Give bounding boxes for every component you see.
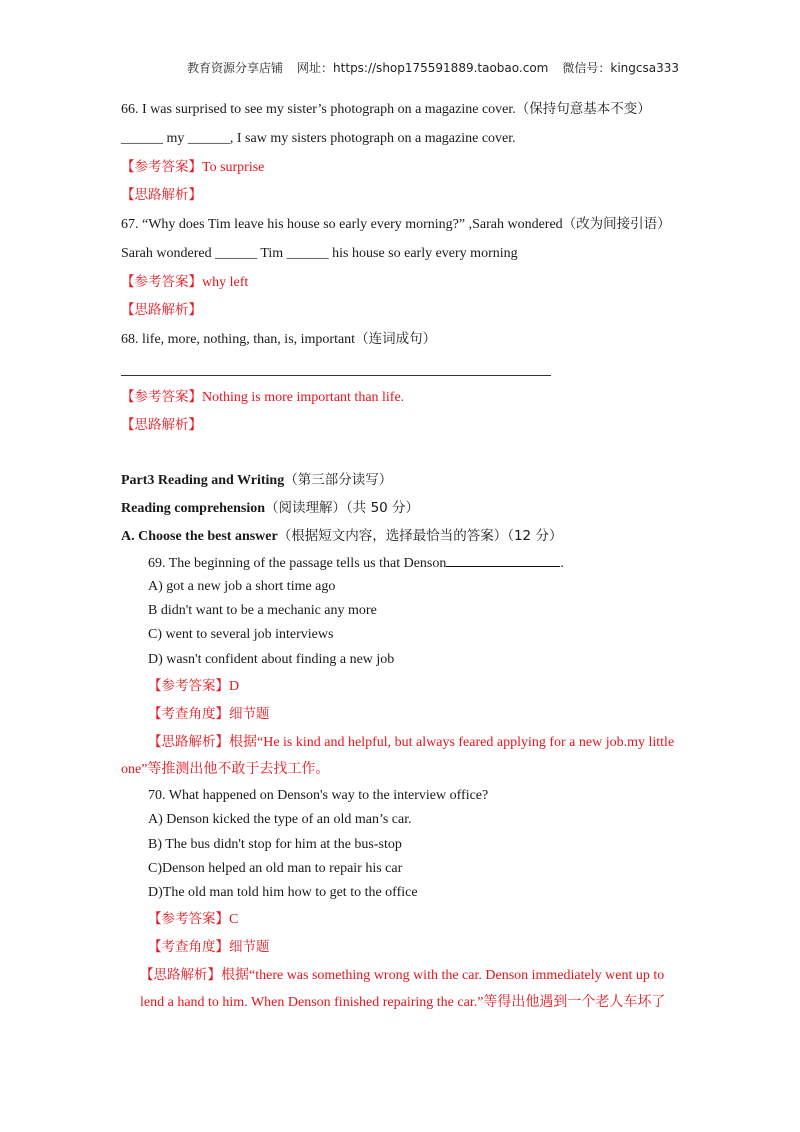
- url-label: 网址：: [297, 61, 334, 75]
- q69-angle: 细节题: [229, 706, 270, 722]
- q69-answer-tag: 【参考答案】: [148, 678, 229, 694]
- q67-instruction: （改为间接引语）: [562, 216, 671, 232]
- q67-blank-line: Sarah wondered ______ Tim ______ his house so early every morning: [121, 246, 518, 261]
- q70-answer-tag: 【参考答案】: [148, 911, 229, 927]
- shop-url: https://shop175591889.taobao.com: [333, 61, 549, 75]
- q68-answer: Nothing is more important than life.: [202, 390, 405, 405]
- q70-analysis-1: 根据“there was something wrong with the car. Denson immediately went up to: [221, 968, 665, 983]
- q70-angle-tag: 【考查角度】: [148, 939, 229, 955]
- section-a-heading: [121, 527, 562, 546]
- q66-instruction: （保持句意基本不变）: [515, 101, 651, 117]
- wechat-label: 微信号：: [562, 61, 611, 75]
- q69-angle-tag: 【考查角度】: [148, 706, 229, 722]
- q69-option-a: A) got a new job a short time ago: [148, 579, 336, 594]
- page-header: [187, 59, 679, 76]
- part3-heading: [121, 471, 392, 490]
- rc-title-cn: （阅读理解）（共 50 分）: [265, 500, 420, 516]
- q70-answer-line: [148, 910, 238, 929]
- q67-analysis-tag: 【思路解析】: [121, 302, 202, 318]
- q69-blank: [446, 553, 560, 567]
- q67-question: 67. “Why does Tim leave his house so early every morning?” ,Sarah wondered: [121, 217, 563, 232]
- q70-option-c: C)Denson helped an old man to repair his car: [148, 861, 403, 876]
- wechat-id: kingcsa333: [610, 61, 679, 75]
- q69-angle-line: [148, 705, 270, 723]
- q69-answer: D: [229, 679, 240, 694]
- q68-answer-line: [121, 388, 404, 407]
- rc-title: Reading comprehension: [121, 501, 266, 516]
- q70-angle: 细节题: [229, 939, 270, 955]
- q68-instruction: （连词成句）: [355, 331, 437, 347]
- q69-question: 69. The beginning of the passage tells us that Denson: [148, 556, 447, 571]
- q67-answer-tag: 【参考答案】: [121, 274, 202, 290]
- section-a-title: A. Choose the best answer: [121, 529, 278, 544]
- q66-blank-line: ______ my ______, I saw my sisters photograph on a magazine cover.: [121, 131, 516, 146]
- q70-question: 70. What happened on Denson's way to the interview office?: [148, 788, 489, 803]
- section-a-title-cn: （根据短文内容，选择最恰当的答案）（12 分）: [277, 528, 563, 544]
- q68-analysis-tag: 【思路解析】: [121, 417, 202, 433]
- q69-analysis-line-2: one”等推测出他不敢于去找工作。: [121, 762, 330, 777]
- q70-answer: C: [229, 912, 239, 927]
- q70-analysis-tag: 【思路解析】: [140, 967, 221, 983]
- q68-question: 68. life, more, nothing, than, is, important: [121, 332, 356, 347]
- q66-answer-line: [121, 158, 264, 177]
- q68-answer-rule: [121, 375, 551, 376]
- shop-name: 教育资源分享店铺: [187, 61, 284, 75]
- q70-angle-line: [148, 938, 270, 956]
- q70-option-b: B) The bus didn't stop for him at the bus-stop: [148, 837, 402, 852]
- q68-answer-tag: 【参考答案】: [121, 389, 202, 405]
- q70-analysis-line-1: [140, 966, 664, 985]
- q69-analysis-line-1: [148, 733, 674, 752]
- q68-question-line: [121, 330, 436, 349]
- q67-answer: why left: [202, 275, 249, 290]
- part3-title: Part3 Reading and Writing: [121, 473, 285, 488]
- q69-option-c: C) went to several job interviews: [148, 627, 334, 642]
- q69-question-line: 69. The beginning of the passage tells us that Denson .: [148, 553, 564, 573]
- q66-answer-tag: 【参考答案】: [121, 159, 202, 175]
- q70-analysis-line-2: lend a hand to him. When Denson finished repairing the car.”等得出他遇到一个老人车坏了: [140, 995, 666, 1010]
- q66-question: 66. I was surprised to see my sister’s photograph on a magazine cover.: [121, 102, 516, 117]
- q69-answer-line: [148, 677, 239, 696]
- q70-option-d: D)The old man told him how to get to the office: [148, 885, 418, 900]
- q66-analysis-tag: 【思路解析】: [121, 187, 202, 203]
- q69-analysis-tag: 【思路解析】: [148, 734, 229, 750]
- q69-analysis-1: 根据“He is kind and helpful, but always feared applying for a new job.my little: [229, 735, 675, 750]
- q66-question-line: [121, 100, 651, 119]
- rc-heading: [121, 499, 419, 518]
- q69-option-d: D) wasn't confident about finding a new job: [148, 652, 395, 667]
- q69-option-b: B didn't want to be a mechanic any more: [148, 603, 377, 618]
- q67-answer-line: [121, 273, 248, 292]
- q66-answer: To surprise: [202, 160, 265, 175]
- part3-title-cn: （第三部分读写）: [284, 472, 393, 488]
- q70-option-a: A) Denson kicked the type of an old man’s car.: [148, 812, 412, 827]
- q67-question-line: [121, 215, 671, 234]
